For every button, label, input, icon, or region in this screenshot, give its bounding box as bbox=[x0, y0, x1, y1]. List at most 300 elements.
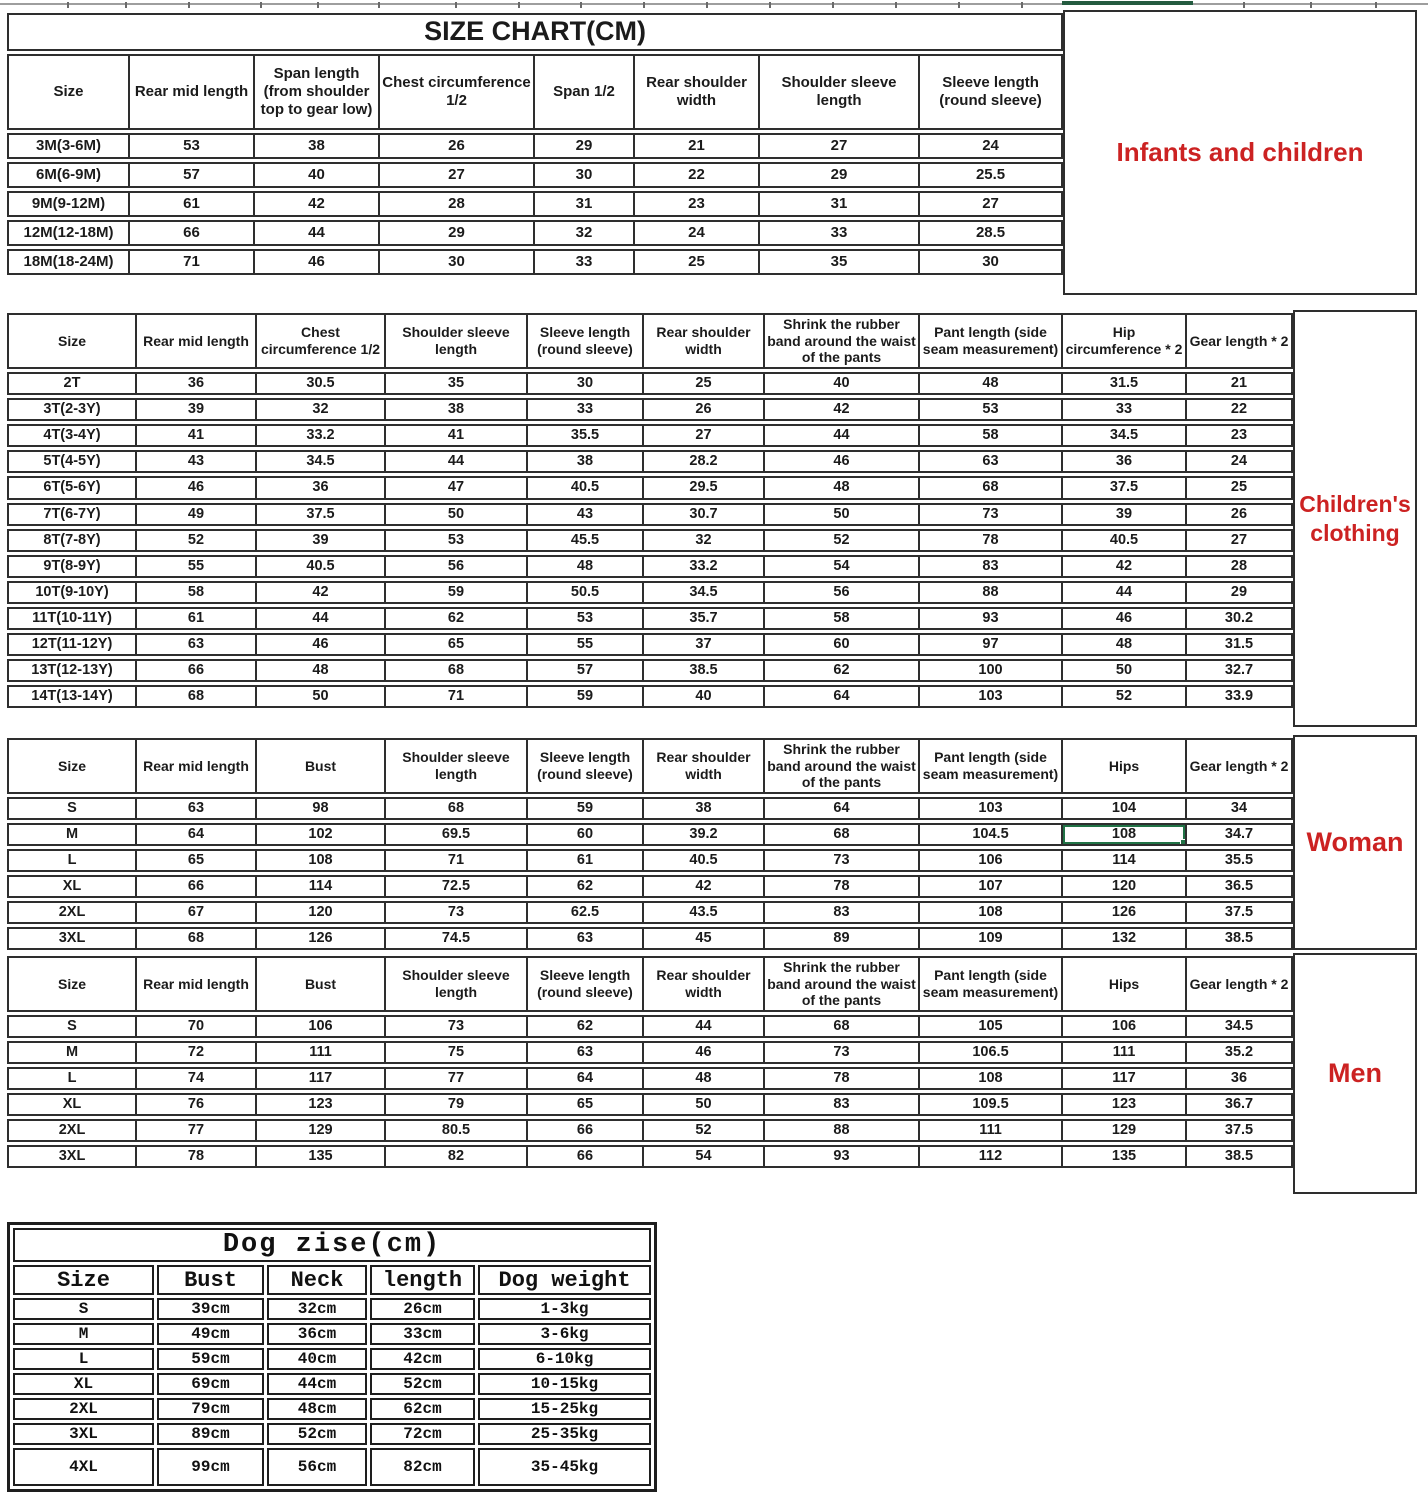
value-cell: 33 bbox=[535, 249, 635, 275]
value-cell: 39 bbox=[137, 398, 257, 421]
value-cell: 108 bbox=[920, 1067, 1063, 1090]
column-header: Sleeve length (round sleeve) bbox=[920, 54, 1063, 130]
row-label: 13T(12-13Y) bbox=[7, 659, 137, 682]
value-cell: 40.5 bbox=[1063, 529, 1187, 552]
value-cell: 108 bbox=[257, 849, 386, 872]
value-cell: 120 bbox=[1063, 875, 1187, 898]
value-cell: 60 bbox=[765, 633, 920, 656]
row-label: L bbox=[7, 849, 137, 872]
row-label: M bbox=[13, 1323, 154, 1345]
value-cell: 129 bbox=[1063, 1119, 1187, 1142]
value-cell: 34.5 bbox=[644, 581, 765, 604]
column-header: Size bbox=[7, 956, 137, 1012]
value-cell: 28.2 bbox=[644, 450, 765, 473]
value-cell: 65 bbox=[137, 849, 257, 872]
value-cell: 60 bbox=[528, 823, 644, 846]
value-cell: 59 bbox=[386, 581, 528, 604]
column-header: Size bbox=[7, 313, 137, 369]
value-cell: 42cm bbox=[370, 1348, 475, 1370]
row-label: 8T(7-8Y) bbox=[7, 529, 137, 552]
value-cell: 68 bbox=[137, 685, 257, 708]
value-cell: 58 bbox=[765, 607, 920, 630]
column-header: Hip circumference * 2 bbox=[1063, 313, 1187, 369]
value-cell: 10-15kg bbox=[478, 1373, 651, 1395]
value-cell: 61 bbox=[528, 849, 644, 872]
value-cell: 106 bbox=[257, 1015, 386, 1038]
value-cell: 100 bbox=[920, 659, 1063, 682]
value-cell: 50 bbox=[386, 503, 528, 526]
dog-size-table bbox=[7, 1222, 657, 1492]
table-row bbox=[13, 1423, 651, 1445]
table-row bbox=[7, 1041, 1293, 1064]
spreadsheet-gridline bbox=[0, 3, 1428, 5]
value-cell: 40.5 bbox=[644, 849, 765, 872]
value-cell: 45.5 bbox=[528, 529, 644, 552]
value-cell: 37.5 bbox=[1187, 1119, 1293, 1142]
value-cell: 38.5 bbox=[1187, 927, 1293, 950]
table-row bbox=[7, 476, 1293, 499]
value-cell: 69cm bbox=[157, 1373, 264, 1395]
value-cell: 33cm bbox=[370, 1323, 475, 1345]
t-infants-title: SIZE CHART(CM) bbox=[7, 13, 1063, 51]
gridline-tick bbox=[1310, 2, 1312, 8]
value-cell: 29.5 bbox=[644, 476, 765, 499]
value-cell: 30.2 bbox=[1187, 607, 1293, 630]
value-cell: 6-10kg bbox=[478, 1348, 651, 1370]
gridline-tick bbox=[260, 2, 262, 8]
value-cell: 48 bbox=[528, 555, 644, 578]
value-cell: 70 bbox=[137, 1015, 257, 1038]
value-cell: 44 bbox=[1063, 581, 1187, 604]
gridline-tick bbox=[378, 2, 380, 8]
row-label: 2T bbox=[7, 372, 137, 395]
row-label: S bbox=[13, 1298, 154, 1320]
row-label: XL bbox=[7, 875, 137, 898]
value-cell: 28 bbox=[380, 191, 535, 217]
value-cell: 77 bbox=[386, 1067, 528, 1090]
value-cell: 111 bbox=[1063, 1041, 1187, 1064]
value-cell: 48cm bbox=[267, 1398, 367, 1420]
column-header: Bust bbox=[257, 956, 386, 1012]
row-label: 9M(9-12M) bbox=[7, 191, 130, 217]
value-cell: 25-35kg bbox=[478, 1423, 651, 1445]
gridline-tick bbox=[67, 2, 69, 8]
value-cell: 64 bbox=[528, 1067, 644, 1090]
row-label: 6T(5-6Y) bbox=[7, 476, 137, 499]
value-cell: 58 bbox=[137, 581, 257, 604]
value-cell: 73 bbox=[386, 901, 528, 924]
value-cell: 21 bbox=[635, 133, 760, 159]
value-cell: 68 bbox=[765, 823, 920, 846]
value-cell: 42 bbox=[644, 875, 765, 898]
value-cell: 58 bbox=[920, 424, 1063, 447]
row-label: S bbox=[7, 797, 137, 820]
gridline-tick bbox=[1375, 2, 1377, 8]
value-cell: 39 bbox=[257, 529, 386, 552]
column-header: Shrink the rubber band around the waist of the pants bbox=[765, 313, 920, 369]
value-cell: 108 bbox=[920, 901, 1063, 924]
value-cell: 38 bbox=[644, 797, 765, 820]
value-cell: 66 bbox=[528, 1145, 644, 1168]
value-cell: 32.7 bbox=[1187, 659, 1293, 682]
value-cell: 56 bbox=[765, 581, 920, 604]
column-header: Pant length (side seam measurement) bbox=[920, 738, 1063, 794]
value-cell: 111 bbox=[257, 1041, 386, 1064]
gridline-tick bbox=[832, 2, 834, 8]
column-header: Shrink the rubber band around the waist of the pants bbox=[765, 738, 920, 794]
value-cell: 35.5 bbox=[1187, 849, 1293, 872]
value-cell: 36.7 bbox=[1187, 1093, 1293, 1116]
value-cell: 36.5 bbox=[1187, 875, 1293, 898]
value-cell: 34 bbox=[1187, 797, 1293, 820]
table-row bbox=[7, 249, 1063, 275]
row-label: 4XL bbox=[13, 1448, 154, 1486]
value-cell: 36 bbox=[1187, 1067, 1293, 1090]
gridline-tick bbox=[1021, 2, 1023, 8]
value-cell: 44 bbox=[255, 220, 380, 246]
value-cell: 59cm bbox=[157, 1348, 264, 1370]
value-cell: 37.5 bbox=[1063, 476, 1187, 499]
table-row bbox=[7, 503, 1293, 526]
table-row bbox=[7, 797, 1293, 820]
row-label: M bbox=[7, 823, 137, 846]
value-cell: 25 bbox=[635, 249, 760, 275]
selection-range-artifact bbox=[1062, 1, 1193, 5]
value-cell: 24 bbox=[635, 220, 760, 246]
value-cell: 48 bbox=[765, 476, 920, 499]
column-header: Chest circumference 1/2 bbox=[257, 313, 386, 369]
value-cell: 71 bbox=[130, 249, 255, 275]
value-cell: 55 bbox=[137, 555, 257, 578]
value-cell: 123 bbox=[257, 1093, 386, 1116]
value-cell: 31.5 bbox=[1187, 633, 1293, 656]
value-cell: 73 bbox=[920, 503, 1063, 526]
value-cell: 31 bbox=[535, 191, 635, 217]
value-cell: 103 bbox=[920, 797, 1063, 820]
selected-cell: 108 bbox=[1063, 823, 1187, 846]
value-cell: 63 bbox=[137, 633, 257, 656]
value-cell: 79cm bbox=[157, 1398, 264, 1420]
column-header: Size bbox=[13, 1265, 154, 1295]
row-label: 12T(11-12Y) bbox=[7, 633, 137, 656]
column-header: Rear shoulder width bbox=[644, 956, 765, 1012]
value-cell: 1-3kg bbox=[478, 1298, 651, 1320]
value-cell: 66 bbox=[130, 220, 255, 246]
value-cell: 56cm bbox=[267, 1448, 367, 1486]
value-cell: 42 bbox=[257, 581, 386, 604]
value-cell: 15-25kg bbox=[478, 1398, 651, 1420]
value-cell: 23 bbox=[1187, 424, 1293, 447]
column-header: Span 1/2 bbox=[535, 54, 635, 130]
value-cell: 63 bbox=[137, 797, 257, 820]
value-cell: 107 bbox=[920, 875, 1063, 898]
value-cell: 68 bbox=[386, 797, 528, 820]
value-cell: 72cm bbox=[370, 1423, 475, 1445]
value-cell: 41 bbox=[386, 424, 528, 447]
table-row bbox=[7, 823, 1293, 846]
value-cell: 42 bbox=[765, 398, 920, 421]
value-cell: 40cm bbox=[267, 1348, 367, 1370]
value-cell: 73 bbox=[386, 1015, 528, 1038]
value-cell: 62 bbox=[528, 1015, 644, 1038]
column-header: Hips bbox=[1063, 738, 1187, 794]
column-header: Bust bbox=[257, 738, 386, 794]
value-cell: 33 bbox=[528, 398, 644, 421]
value-cell: 68 bbox=[386, 659, 528, 682]
value-cell: 27 bbox=[760, 133, 920, 159]
value-cell: 40.5 bbox=[257, 555, 386, 578]
value-cell: 53 bbox=[386, 529, 528, 552]
side-label-infants: Infants and children bbox=[1063, 10, 1417, 295]
value-cell: 68 bbox=[137, 927, 257, 950]
value-cell: 61 bbox=[137, 607, 257, 630]
value-cell: 56 bbox=[386, 555, 528, 578]
value-cell: 46 bbox=[765, 450, 920, 473]
row-label: 18M(18-24M) bbox=[7, 249, 130, 275]
table-row bbox=[7, 1015, 1293, 1038]
value-cell: 83 bbox=[765, 1093, 920, 1116]
value-cell: 103 bbox=[920, 685, 1063, 708]
value-cell: 53 bbox=[920, 398, 1063, 421]
row-label: 6M(6-9M) bbox=[7, 162, 130, 188]
value-cell: 35 bbox=[386, 372, 528, 395]
column-header: Size bbox=[7, 738, 137, 794]
value-cell: 44 bbox=[386, 450, 528, 473]
value-cell: 29 bbox=[760, 162, 920, 188]
value-cell: 57 bbox=[528, 659, 644, 682]
value-cell: 45 bbox=[644, 927, 765, 950]
value-cell: 74.5 bbox=[386, 927, 528, 950]
value-cell: 44cm bbox=[267, 1373, 367, 1395]
gridline-tick bbox=[455, 2, 457, 8]
value-cell: 43 bbox=[528, 503, 644, 526]
column-header: Gear length * 2 bbox=[1187, 738, 1293, 794]
value-cell: 46 bbox=[257, 633, 386, 656]
column-header: Pant length (side seam measurement) bbox=[920, 956, 1063, 1012]
value-cell: 23 bbox=[635, 191, 760, 217]
value-cell: 132 bbox=[1063, 927, 1187, 950]
value-cell: 117 bbox=[1063, 1067, 1187, 1090]
value-cell: 62.5 bbox=[528, 901, 644, 924]
value-cell: 42 bbox=[255, 191, 380, 217]
value-cell: 83 bbox=[920, 555, 1063, 578]
value-cell: 35.7 bbox=[644, 607, 765, 630]
value-cell: 40.5 bbox=[528, 476, 644, 499]
value-cell: 63 bbox=[528, 927, 644, 950]
value-cell: 72 bbox=[137, 1041, 257, 1064]
value-cell: 30.5 bbox=[257, 372, 386, 395]
row-label: 3T(2-3Y) bbox=[7, 398, 137, 421]
woman-size-table bbox=[7, 735, 1293, 953]
side-label-children: Children's clothing bbox=[1293, 310, 1417, 727]
value-cell: 34.7 bbox=[1187, 823, 1293, 846]
table-row bbox=[7, 1067, 1293, 1090]
table-row bbox=[7, 1145, 1293, 1168]
value-cell: 27 bbox=[644, 424, 765, 447]
table-row bbox=[7, 398, 1293, 421]
row-label: 7T(6-7Y) bbox=[7, 503, 137, 526]
table-row bbox=[7, 875, 1293, 898]
value-cell: 30 bbox=[380, 249, 535, 275]
column-header: Chest circumference 1/2 bbox=[380, 54, 535, 130]
value-cell: 66 bbox=[137, 875, 257, 898]
table-row bbox=[7, 901, 1293, 924]
value-cell: 34.5 bbox=[1063, 424, 1187, 447]
table-row bbox=[7, 191, 1063, 217]
value-cell: 65 bbox=[386, 633, 528, 656]
value-cell: 24 bbox=[1187, 450, 1293, 473]
value-cell: 83 bbox=[765, 901, 920, 924]
value-cell: 53 bbox=[528, 607, 644, 630]
value-cell: 39cm bbox=[157, 1298, 264, 1320]
value-cell: 80.5 bbox=[386, 1119, 528, 1142]
value-cell: 105 bbox=[920, 1015, 1063, 1038]
value-cell: 46 bbox=[255, 249, 380, 275]
value-cell: 25 bbox=[644, 372, 765, 395]
value-cell: 27 bbox=[1187, 529, 1293, 552]
value-cell: 37.5 bbox=[1187, 901, 1293, 924]
value-cell: 38 bbox=[386, 398, 528, 421]
value-cell: 123 bbox=[1063, 1093, 1187, 1116]
value-cell: 35-45kg bbox=[478, 1448, 651, 1486]
value-cell: 32 bbox=[644, 529, 765, 552]
table-row bbox=[7, 659, 1293, 682]
value-cell: 71 bbox=[386, 685, 528, 708]
value-cell: 62cm bbox=[370, 1398, 475, 1420]
value-cell: 49cm bbox=[157, 1323, 264, 1345]
value-cell: 72.5 bbox=[386, 875, 528, 898]
value-cell: 62 bbox=[528, 875, 644, 898]
value-cell: 46 bbox=[137, 476, 257, 499]
value-cell: 46 bbox=[1063, 607, 1187, 630]
value-cell: 93 bbox=[765, 1145, 920, 1168]
value-cell: 106.5 bbox=[920, 1041, 1063, 1064]
value-cell: 38 bbox=[528, 450, 644, 473]
column-header: Span length (from shoulder top to gear low) bbox=[255, 54, 380, 130]
value-cell: 30.7 bbox=[644, 503, 765, 526]
value-cell: 48 bbox=[920, 372, 1063, 395]
column-header: Rear shoulder width bbox=[635, 54, 760, 130]
value-cell: 78 bbox=[765, 875, 920, 898]
table-row bbox=[13, 1398, 651, 1420]
value-cell: 55 bbox=[528, 633, 644, 656]
value-cell: 39.2 bbox=[644, 823, 765, 846]
value-cell: 52cm bbox=[370, 1373, 475, 1395]
table-row bbox=[13, 1298, 651, 1320]
value-cell: 33.9 bbox=[1187, 685, 1293, 708]
value-cell: 54 bbox=[765, 555, 920, 578]
value-cell: 25 bbox=[1187, 476, 1293, 499]
column-header: Rear shoulder width bbox=[644, 738, 765, 794]
gridline-tick bbox=[317, 2, 319, 8]
value-cell: 106 bbox=[1063, 1015, 1187, 1038]
value-cell: 40 bbox=[644, 685, 765, 708]
value-cell: 33 bbox=[1063, 398, 1187, 421]
value-cell: 25.5 bbox=[920, 162, 1063, 188]
row-label: 2XL bbox=[7, 1119, 137, 1142]
value-cell: 57 bbox=[130, 162, 255, 188]
value-cell: 120 bbox=[257, 901, 386, 924]
value-cell: 78 bbox=[137, 1145, 257, 1168]
value-cell: 35.5 bbox=[528, 424, 644, 447]
value-cell: 26cm bbox=[370, 1298, 475, 1320]
value-cell: 102 bbox=[257, 823, 386, 846]
value-cell: 39 bbox=[1063, 503, 1187, 526]
column-header: Shoulder sleeve length bbox=[386, 956, 528, 1012]
row-label: L bbox=[13, 1348, 154, 1370]
value-cell: 88 bbox=[765, 1119, 920, 1142]
value-cell: 98 bbox=[257, 797, 386, 820]
value-cell: 38.5 bbox=[1187, 1145, 1293, 1168]
value-cell: 82cm bbox=[370, 1448, 475, 1486]
value-cell: 52 bbox=[137, 529, 257, 552]
row-label: 2XL bbox=[7, 901, 137, 924]
column-header: Size bbox=[7, 54, 130, 130]
value-cell: 22 bbox=[1187, 398, 1293, 421]
row-label: XL bbox=[7, 1093, 137, 1116]
value-cell: 75 bbox=[386, 1041, 528, 1064]
value-cell: 78 bbox=[765, 1067, 920, 1090]
value-cell: 82 bbox=[386, 1145, 528, 1168]
value-cell: 36 bbox=[257, 476, 386, 499]
table-row bbox=[7, 372, 1293, 395]
value-cell: 29 bbox=[1187, 581, 1293, 604]
table-row bbox=[7, 133, 1063, 159]
value-cell: 44 bbox=[765, 424, 920, 447]
value-cell: 21 bbox=[1187, 372, 1293, 395]
value-cell: 89cm bbox=[157, 1423, 264, 1445]
column-header: Gear length * 2 bbox=[1187, 313, 1293, 369]
value-cell: 114 bbox=[1063, 849, 1187, 872]
table-row bbox=[13, 1373, 651, 1395]
table-row bbox=[7, 450, 1293, 473]
side-label-men: Men bbox=[1293, 953, 1417, 1194]
value-cell: 22 bbox=[635, 162, 760, 188]
value-cell: 73 bbox=[765, 1041, 920, 1064]
value-cell: 76 bbox=[137, 1093, 257, 1116]
value-cell: 31.5 bbox=[1063, 372, 1187, 395]
row-label: L bbox=[7, 1067, 137, 1090]
value-cell: 126 bbox=[1063, 901, 1187, 924]
value-cell: 62 bbox=[386, 607, 528, 630]
column-header: Sleeve length (round sleeve) bbox=[528, 956, 644, 1012]
value-cell: 48 bbox=[644, 1067, 765, 1090]
value-cell: 38 bbox=[255, 133, 380, 159]
value-cell: 34.5 bbox=[1187, 1015, 1293, 1038]
row-label: XL bbox=[13, 1373, 154, 1395]
value-cell: 93 bbox=[920, 607, 1063, 630]
value-cell: 63 bbox=[920, 450, 1063, 473]
value-cell: 114 bbox=[257, 875, 386, 898]
table-row bbox=[13, 1448, 651, 1486]
value-cell: 32 bbox=[257, 398, 386, 421]
value-cell: 47 bbox=[386, 476, 528, 499]
column-header: length bbox=[370, 1265, 475, 1295]
value-cell: 30 bbox=[528, 372, 644, 395]
value-cell: 97 bbox=[920, 633, 1063, 656]
gridline-tick bbox=[643, 2, 645, 8]
value-cell: 67 bbox=[137, 901, 257, 924]
table-row bbox=[7, 220, 1063, 246]
value-cell: 66 bbox=[137, 659, 257, 682]
gridline-tick bbox=[958, 2, 960, 8]
row-label: 12M(12-18M) bbox=[7, 220, 130, 246]
value-cell: 48 bbox=[257, 659, 386, 682]
value-cell: 77 bbox=[137, 1119, 257, 1142]
value-cell: 49 bbox=[137, 503, 257, 526]
value-cell: 71 bbox=[386, 849, 528, 872]
gridline-tick bbox=[518, 2, 520, 8]
